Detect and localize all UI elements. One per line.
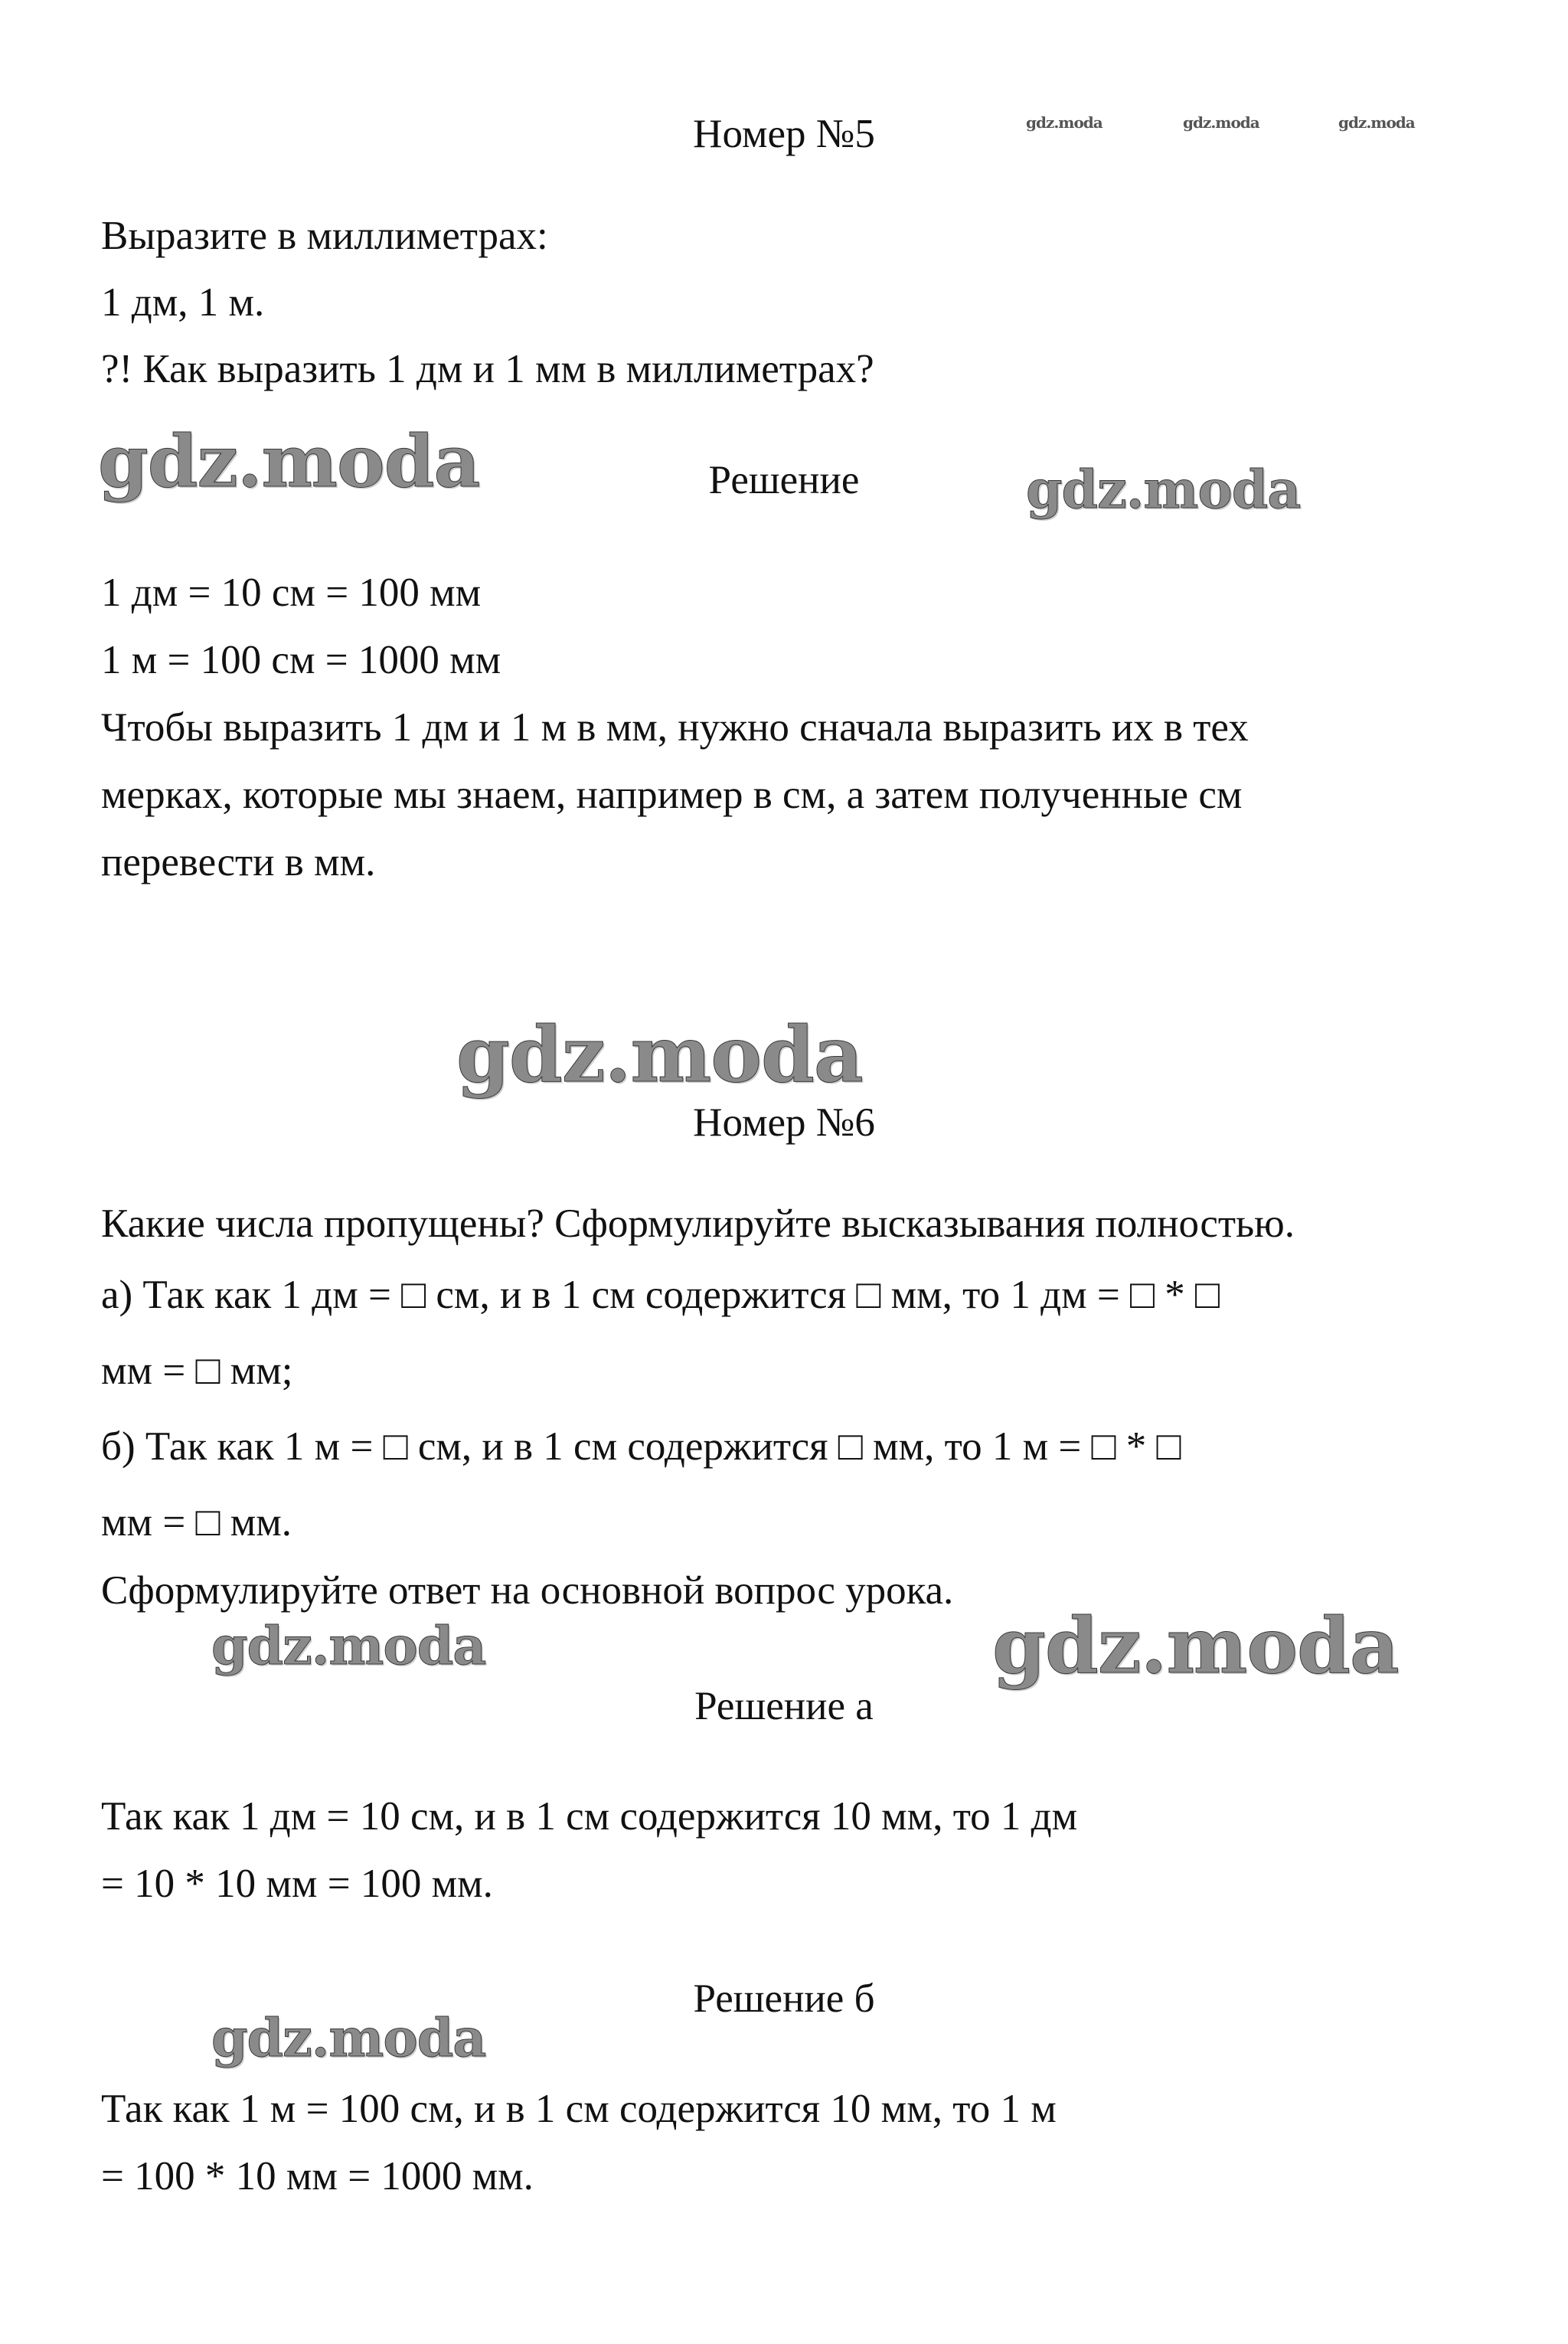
task5-solution-line: 1 дм = 10 см = 100 мм [101,570,482,615]
watermark-logo: gdz.moda [98,420,480,504]
task5-solution-line: перевести в мм. [101,840,376,884]
watermark-logo: gdz.moda [211,1616,486,1677]
task5-text-line: Выразите в миллиметрах: [101,214,548,258]
task5-solution-line: Чтобы выразить 1 дм и 1 м в мм, нужно сначала выразить их в тех [101,705,1249,750]
task6-solution-b-line: Так как 1 м = 100 см, и в 1 см содержится 10 мм, то 1 м [101,2087,1057,2131]
task6-text-line: мм = □ мм. [101,1500,292,1545]
task5-solution-title: Решение [708,458,860,502]
task6-solution-a-line: Так как 1 дм = 10 см, и в 1 см содержится 10 мм, то 1 дм [101,1794,1078,1839]
task6-text-line: б) Так как 1 м = □ см, и в 1 см содержится □ мм, то 1 м = □ * □ [101,1424,1181,1469]
task6-solution-b-line: = 100 * 10 мм = 1000 мм. [101,2154,534,2199]
task5-solution-line: мерках, которые мы знаем, например в см, а затем полученные см [101,773,1243,817]
task6-title: Номер №6 [693,1100,875,1145]
task5-title: Номер №5 [693,112,875,156]
task6-text-line: Сформулируйте ответ на основной вопрос урока. [101,1568,954,1613]
task6-solution-a-line: = 10 * 10 мм = 100 мм. [101,1862,493,1906]
watermark-logo: gdz.moda [1026,459,1301,521]
watermark-logo-small-3: gdz.moda [1338,113,1415,132]
watermark-logo: gdz.moda [211,2008,486,2069]
task5-question: ?! Как выразить 1 дм и 1 мм в миллиметрах? [101,347,874,391]
task6-text-line: а) Так как 1 дм = □ см, и в 1 см содержится □ мм, то 1 дм = □ * □ [101,1273,1220,1317]
watermark-logo-small-1: gdz.moda [1026,113,1102,132]
task6-text-line: мм = □ мм; [101,1349,293,1393]
watermark-logo-small-2: gdz.moda [1183,113,1259,132]
task6-text-line: Какие числа пропущены? Сформулируйте высказывания полностью. [101,1201,1295,1246]
task6-solution-a-title: Решение а [694,1684,874,1728]
watermark-logo: gdz.moda [992,1600,1399,1691]
watermark-logo: gdz.moda [456,1009,863,1100]
task5-text-line: 1 дм, 1 м. [101,280,265,325]
task5-solution-line: 1 м = 100 см = 1000 мм [101,638,501,682]
task6-solution-b-title: Решение б [693,1976,875,2021]
